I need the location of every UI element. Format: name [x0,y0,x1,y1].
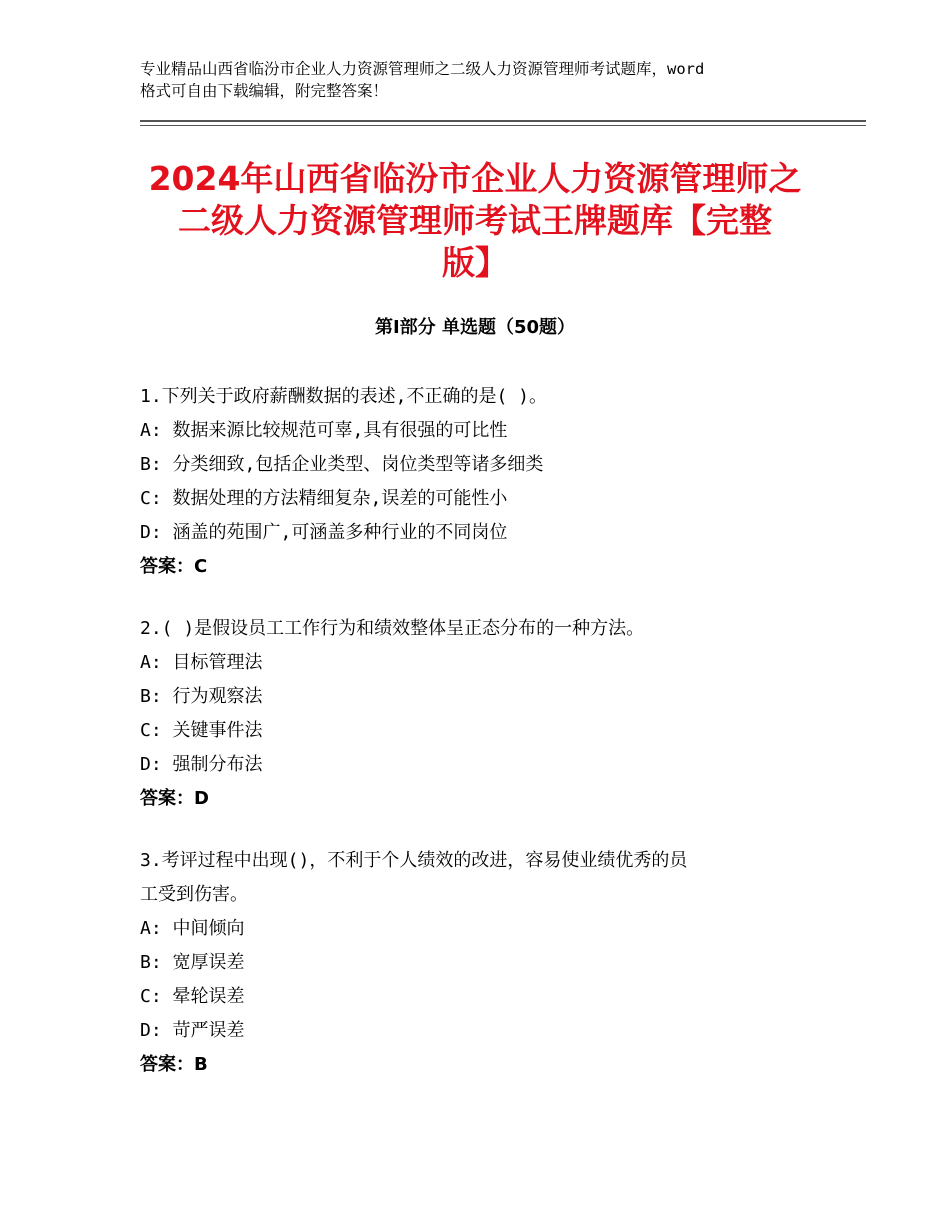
section-heading: 第Ⅰ部分 单选题（50题） [374,317,575,338]
option-b: B: 分类细致,包括企业类型、岗位类型等诸多细类 [140,454,544,475]
option-d: D: 苛严误差 [140,1020,245,1041]
option-b: B: 宽厚误差 [140,952,245,973]
title-line: 2024年山西省临汾市企业人力资源管理师之 [148,159,802,198]
question-stem: 3.考评过程中出现()，不利于个人绩效的改进，容易使业绩优秀的员 [140,850,688,871]
option-c: C: 晕轮误差 [140,986,245,1007]
header-note-line: 格式可自由下载编辑，附完整答案！ [140,82,389,100]
option-b: B: 行为观察法 [140,686,263,707]
title-line: 二级人力资源管理师考试王牌题库【完整 [178,201,772,240]
header-note-line: 专业精品山西省临汾市企业人力资源管理师之二级人力资源管理师考试题库，word [140,60,705,78]
question-stem: 1.下列关于政府薪酬数据的表述,不正确的是( )。 [140,386,548,407]
question-stem: 2.( )是假设员工工作行为和绩效整体呈正态分布的一种方法。 [140,618,645,639]
option-a: A: 中间倾向 [140,918,245,939]
answer-label: 答案：D [140,788,209,809]
header-divider [140,125,866,126]
title-line: 版】 [442,243,508,282]
header-divider [140,120,866,122]
option-d: D: 涵盖的苑围广,可涵盖多种行业的不同岗位 [140,522,508,543]
document-title [140,158,810,284]
question-item [140,380,840,584]
option-d: D: 强制分布法 [140,754,263,775]
question-item [140,844,840,1082]
answer-label: 答案：B [140,1054,208,1075]
question-item [140,612,840,816]
option-a: A: 目标管理法 [140,652,263,673]
answer-label: 答案：C [140,556,208,577]
option-c: C: 数据处理的方法精细复杂,误差的可能性小 [140,488,508,509]
question-stem-continuation: 工受到伤害。 [140,884,248,905]
header-note [140,58,830,102]
option-c: C: 关键事件法 [140,720,263,741]
question-list [140,380,840,1110]
option-a: A: 数据来源比较规范可辜,具有很强的可比性 [140,420,508,441]
